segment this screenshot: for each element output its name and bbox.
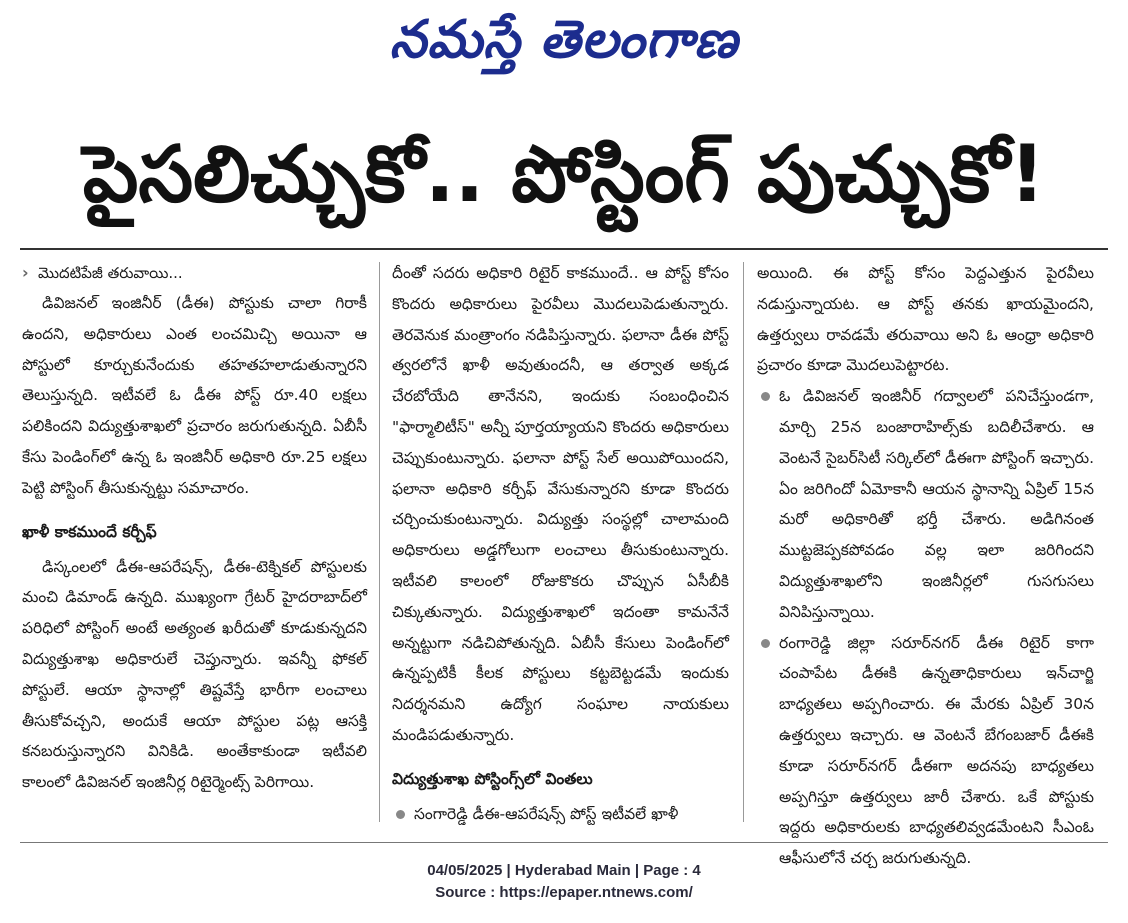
bullet-icon [396, 810, 405, 819]
paragraph: అయింది. ఈ పోస్ట్ కోసం పెద్దఎత్తున పైరవీలు నడుస్తున్నాయట. ఆ పోస్ట్ తనకు ఖాయమైందని, ఉత్తర్వులు రావడమే తరువాయి అని ఓ ఆంధ్రా అధికారి ప్రచారం కూడా మొదలుపెట్టారట. [757, 264, 1094, 375]
article-column-2 [392, 258, 729, 828]
footer-divider [20, 842, 1108, 843]
paragraph: దీంతో సదరు అధికారి రిటైర్ కాకముందే.. ఆ పోస్ట్ కోసం కొందరు అధికారులు పైరవీలు మొదలుపెడుతున్నారు. తెరవెనుక మంత్రాంగం నడిపిస్తున్నారు. ఫలానా డీఈ పోస్ట్ త్వరలోనే ఖాళీ అవుతుందనీ, ఆ తర్వాత అక్కడ చేరబోయేది తానేనని, ఇందుకు సంబంధించిన "ఫార్మాలిటీస్" అన్నీ పూర్తయ్యాయని కొందరు అధికారులు చెప్పుకుంటున్నారు. ఫలానా పోస్ట్ సేల్ అయిపోయిందని, ఫలానా అధికారి కర్చీఫ్ వేసుకున్నారని కూడా కొందరు చర్చించుకుంటున్నారు. విద్యుత్తు సంస్థల్లో చాలామంది అధికారులు అడ్డగోలుగా లంచాలు తీసుకుంటున్నారు. ఇటీవలి కాలంలో రోజుకొకరు చొప్పున ఏసీబీకి చిక్కుతున్నారు. విద్యుత్తుశాఖలో ఇదంతా కామనేనే అన్నట్టుగా నడిచిపోతున్నది. ఏబీసీ కేసులు పెండింగ్‌లో ఉన్నప్పటికీ కీలక పోస్టులు కట్టబెట్టడమే ఇందుకు నిదర్శనమని ఉద్యోగ సంఘాల నాయకులు మండిపడుతున్నారు. [392, 264, 729, 744]
paragraph: డివిజనల్ ఇంజినీర్ (డీఈ) పోస్టుకు చాలా గిరాకీ ఉందని, అధికారులు ఎంత లంచమిచ్చి అయినా ఆ పోస్టులో కూర్చుకునేందుకు తహతహలాడుతున్నారని తెలుస్తున్నది. ఇటీవలే ఓ డీఈ పోస్ట్ రూ.40 లక్షలు పలికిందని విద్యుత్తుశాఖలో ప్రచారం జరుగుతున్నది. ఏబీసీ కేసు పెండింగ్‌లో ఉన్న ఓ ఇంజినీర్ అధికారి రూ.25 లక్షలు పెట్టి పోస్టింగ్ తీసుకున్నట్టు సమాచారం. [22, 294, 367, 497]
bullet-item [757, 381, 1094, 627]
edition-info: 04/05/2025 | Hyderabad Main | Page : 4 [427, 862, 701, 879]
bullet-item [757, 628, 1094, 874]
chevron-right-icon: › [22, 263, 29, 282]
bullet-text: రంగారెడ్డి జిల్లా సరూర్‌నగర్ డీఈ రిటైర్ కాగా చంపాపేట డీఈకి ఉన్నతాధికారులు ఇన్‌చార్జి బాధ్యతలు అప్పగించారు. ఈ మేరకు ఏప్రిల్ 30న ఉత్తర్వులు ఇచ్చారు. ఆ వెంటనే బేగంబజార్ డీఈకి కూడా సరూర్‌నగర్ డీఈగా అదనపు బాధ్యతలు అప్పగిస్తూ ఉత్తర్వులు జారీ చేశారు. ఒకే పోస్టుకు ఇద్దరు అధికారులకు బాధ్యతలివ్వడమేంటని సీఎంఓ ఆఫీసులోనే చర్చ జరుగుతున్నది. [779, 633, 1094, 868]
article-column-1 [22, 258, 367, 828]
article-headline: పైసలిచ్చుకో.. పోస్టింగ్ పుచ్చుకో! [82, 130, 1046, 220]
jump-line-text: మొదటిపేజీ తరువాయి... [38, 264, 183, 282]
subheading: ఖాళీ కాకముందే కర్చీఫ్ [22, 522, 157, 541]
subheading: విద్యుత్తుశాఖ పోస్టింగ్స్‌లో వింతలు [392, 769, 593, 788]
paragraph: డిస్కంలలో డీఈ-ఆపరేషన్స్, డీఈ-టెక్నికల్ పోస్టులకు మంచి డిమాండ్ ఉన్నది. ముఖ్యంగా గ్రేటర్ హైదరాబాద్‌లో పరిధిలో పోస్టింగ్ అంటే అత్యంత ఖరీదుతో కూడుకున్నదని విద్యుత్తుశాఖ అధికారులే చెప్తున్నారు. ఇవన్నీ ఫోకల్ పోస్టులే. ఆయా స్థానాల్లో తిష్టవేస్తే భారీగా లంచాలు తీసుకోవచ్చని, అందుకే ఆయా పోస్టుల పట్ల ఆసక్తి కనబరుస్తున్నారని వినికిడి. అంతేకాకుండా ఇటీవలి కాలంలో డివిజనల్ ఇంజినీర్ల రిటైర్మెంట్స్ పెరిగాయి. [22, 557, 367, 792]
newspaper-masthead: నమస్తే తెలంగాణ [389, 9, 739, 70]
bullet-item [392, 799, 729, 830]
column-divider [379, 262, 380, 822]
article-column-3 [757, 258, 1094, 868]
bullet-icon [761, 392, 770, 401]
column-divider [743, 262, 744, 822]
source-link[interactable]: Source : https://epaper.ntnews.com/ [435, 884, 693, 901]
continued-from-front-page [22, 258, 367, 288]
bullet-text: ఓ డివిజనల్ ఇంజినీర్ గద్వాలలో పనిచేస్తుండగా, మార్చి 25న బంజారాహిల్స్‌కు బదిలీచేశారు. ఆ వెంటనే సైబర్‌సిటీ సర్కిల్‌లో డీఈగా పోస్టింగ్ ఇచ్చారు. ఏం జరిగిందో ఏమోకానీ ఆయన స్థానాన్ని ఏప్రిల్ 15న మరో అధికారితో భర్తీ చేశారు. అడిగినంత ముట్టజెప్పకపోవడం వల్ల ఇలా జరిగిందని విద్యుత్తుశాఖలోని ఇంజినీర్లలో గుసగుసలు వినిపిస్తున్నాయి. [779, 387, 1094, 621]
headline-divider [20, 248, 1108, 250]
bullet-text: సంగారెడ్డి డీఈ-ఆపరేషన్స్ పోస్ట్ ఇటీవలే ఖాళీ [414, 804, 679, 823]
bullet-icon [761, 639, 770, 648]
